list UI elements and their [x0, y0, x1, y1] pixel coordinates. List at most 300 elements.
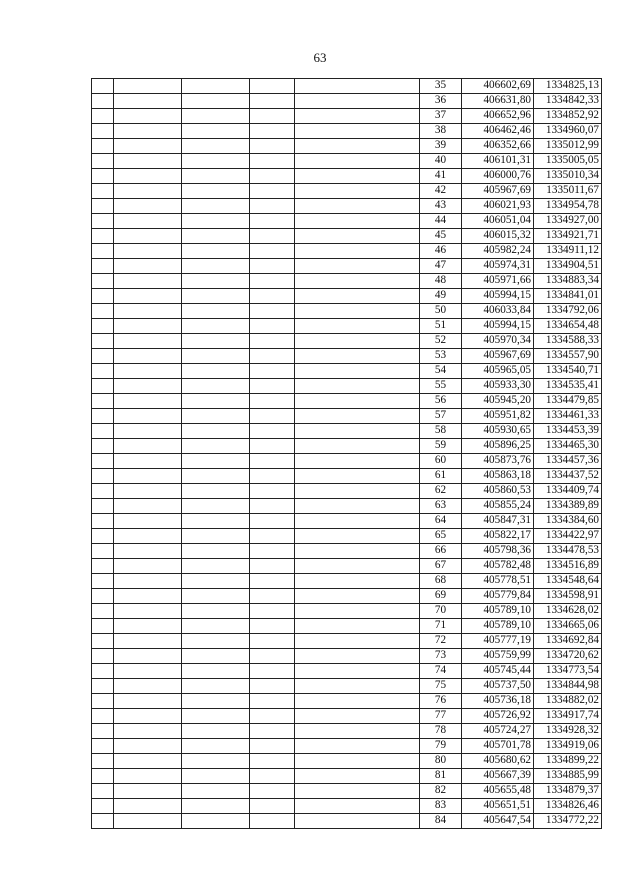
empty-cell: [92, 499, 114, 514]
empty-cell: [182, 184, 250, 199]
empty-cell: [114, 754, 182, 769]
page-number: 63: [313, 50, 327, 65]
empty-cell: [92, 394, 114, 409]
empty-cell: [250, 199, 295, 214]
x-coordinate-cell: 405965,05: [462, 364, 534, 379]
empty-cell: [92, 739, 114, 754]
empty-cell: [92, 679, 114, 694]
empty-cell: [250, 214, 295, 229]
empty-cell: [295, 634, 420, 649]
point-number-cell: 65: [420, 529, 462, 544]
empty-cell: [114, 634, 182, 649]
empty-cell: [295, 214, 420, 229]
point-number-cell: 55: [420, 379, 462, 394]
point-number-cell: 41: [420, 169, 462, 184]
table-row: [92, 484, 602, 499]
table-row: [92, 469, 602, 484]
empty-cell: [250, 469, 295, 484]
table-row: [92, 634, 602, 649]
table-row: [92, 604, 602, 619]
y-coordinate-cell: 1334548,64: [534, 574, 602, 589]
empty-cell: [295, 484, 420, 499]
empty-cell: [182, 514, 250, 529]
y-coordinate-cell: 1334883,34: [534, 274, 602, 289]
empty-cell: [182, 619, 250, 634]
empty-cell: [182, 169, 250, 184]
empty-cell: [182, 379, 250, 394]
empty-cell: [295, 199, 420, 214]
empty-cell: [250, 379, 295, 394]
y-coordinate-cell: 1334842,33: [534, 94, 602, 109]
y-coordinate-cell: 1334841,01: [534, 289, 602, 304]
point-number-cell: 36: [420, 94, 462, 109]
point-number-cell: 77: [420, 709, 462, 724]
empty-cell: [250, 409, 295, 424]
empty-cell: [92, 484, 114, 499]
table-row: [92, 724, 602, 739]
empty-cell: [114, 784, 182, 799]
point-number-cell: 46: [420, 244, 462, 259]
empty-cell: [114, 469, 182, 484]
empty-cell: [114, 199, 182, 214]
x-coordinate-cell: 405667,39: [462, 769, 534, 784]
empty-cell: [114, 94, 182, 109]
x-coordinate-cell: 405863,18: [462, 469, 534, 484]
empty-cell: [182, 214, 250, 229]
point-number-cell: 68: [420, 574, 462, 589]
table-body: [92, 79, 602, 829]
y-coordinate-cell: 1334540,71: [534, 364, 602, 379]
empty-cell: [182, 94, 250, 109]
table-row: [92, 424, 602, 439]
y-coordinate-cell: 1334465,30: [534, 439, 602, 454]
empty-cell: [182, 739, 250, 754]
y-coordinate-cell: 1334479,85: [534, 394, 602, 409]
point-number-cell: 71: [420, 619, 462, 634]
empty-cell: [114, 349, 182, 364]
empty-cell: [114, 589, 182, 604]
empty-cell: [114, 679, 182, 694]
empty-cell: [182, 199, 250, 214]
empty-cell: [92, 274, 114, 289]
empty-cell: [295, 739, 420, 754]
point-number-cell: 82: [420, 784, 462, 799]
empty-cell: [250, 424, 295, 439]
empty-cell: [182, 394, 250, 409]
empty-cell: [182, 454, 250, 469]
empty-cell: [295, 304, 420, 319]
table-row: [92, 814, 602, 829]
empty-cell: [182, 484, 250, 499]
empty-cell: [250, 649, 295, 664]
empty-cell: [182, 634, 250, 649]
table-row: [92, 559, 602, 574]
point-number-cell: 48: [420, 274, 462, 289]
y-coordinate-cell: 1334919,06: [534, 739, 602, 754]
table-row: [92, 664, 602, 679]
table-row: [92, 364, 602, 379]
empty-cell: [250, 724, 295, 739]
table-row: [92, 454, 602, 469]
y-coordinate-cell: 1334960,07: [534, 124, 602, 139]
empty-cell: [114, 799, 182, 814]
empty-cell: [114, 544, 182, 559]
empty-cell: [250, 769, 295, 784]
empty-cell: [250, 514, 295, 529]
empty-cell: [182, 439, 250, 454]
empty-cell: [182, 304, 250, 319]
point-number-cell: 61: [420, 469, 462, 484]
table-row: [92, 754, 602, 769]
y-coordinate-cell: 1334899,22: [534, 754, 602, 769]
point-number-cell: 37: [420, 109, 462, 124]
table-row: [92, 379, 602, 394]
point-number-cell: 80: [420, 754, 462, 769]
empty-cell: [92, 439, 114, 454]
empty-cell: [250, 454, 295, 469]
y-coordinate-cell: 1334825,13: [534, 79, 602, 94]
empty-cell: [114, 454, 182, 469]
empty-cell: [92, 514, 114, 529]
table-row: [92, 274, 602, 289]
empty-cell: [295, 379, 420, 394]
y-coordinate-cell: 1334904,51: [534, 259, 602, 274]
table-row: [92, 649, 602, 664]
empty-cell: [92, 649, 114, 664]
point-number-cell: 67: [420, 559, 462, 574]
point-number-cell: 83: [420, 799, 462, 814]
point-number-cell: 38: [420, 124, 462, 139]
point-number-cell: 70: [420, 604, 462, 619]
empty-cell: [250, 334, 295, 349]
table-row: [92, 694, 602, 709]
empty-cell: [92, 244, 114, 259]
point-number-cell: 84: [420, 814, 462, 829]
x-coordinate-cell: 405974,31: [462, 259, 534, 274]
empty-cell: [250, 664, 295, 679]
empty-cell: [114, 739, 182, 754]
empty-cell: [182, 559, 250, 574]
empty-cell: [295, 469, 420, 484]
empty-cell: [295, 124, 420, 139]
empty-cell: [250, 349, 295, 364]
empty-cell: [250, 529, 295, 544]
x-coordinate-cell: 405655,48: [462, 784, 534, 799]
empty-cell: [182, 799, 250, 814]
x-coordinate-cell: 405930,65: [462, 424, 534, 439]
x-coordinate-cell: 405896,25: [462, 439, 534, 454]
point-number-cell: 54: [420, 364, 462, 379]
table-row: [92, 289, 602, 304]
point-number-cell: 79: [420, 739, 462, 754]
point-number-cell: 49: [420, 289, 462, 304]
empty-cell: [250, 394, 295, 409]
y-coordinate-cell: 1334588,33: [534, 334, 602, 349]
empty-cell: [182, 259, 250, 274]
empty-cell: [295, 94, 420, 109]
empty-cell: [182, 319, 250, 334]
empty-cell: [92, 109, 114, 124]
empty-cell: [182, 469, 250, 484]
x-coordinate-cell: 405967,69: [462, 349, 534, 364]
x-coordinate-cell: 405873,76: [462, 454, 534, 469]
empty-cell: [295, 184, 420, 199]
empty-cell: [250, 364, 295, 379]
empty-cell: [114, 109, 182, 124]
empty-cell: [114, 229, 182, 244]
point-number-cell: 63: [420, 499, 462, 514]
empty-cell: [114, 394, 182, 409]
x-coordinate-cell: 406631,80: [462, 94, 534, 109]
y-coordinate-cell: 1334720,62: [534, 649, 602, 664]
table-row: [92, 589, 602, 604]
table-row: [92, 214, 602, 229]
empty-cell: [182, 544, 250, 559]
empty-cell: [295, 394, 420, 409]
table-row: [92, 499, 602, 514]
empty-cell: [250, 289, 295, 304]
x-coordinate-cell: 405680,62: [462, 754, 534, 769]
empty-cell: [92, 319, 114, 334]
y-coordinate-cell: 1334598,91: [534, 589, 602, 604]
table-row: [92, 79, 602, 94]
empty-cell: [182, 679, 250, 694]
empty-cell: [250, 814, 295, 829]
empty-cell: [295, 424, 420, 439]
empty-cell: [182, 244, 250, 259]
empty-cell: [114, 514, 182, 529]
empty-cell: [295, 544, 420, 559]
x-coordinate-cell: 405933,30: [462, 379, 534, 394]
empty-cell: [250, 559, 295, 574]
empty-cell: [182, 784, 250, 799]
y-coordinate-cell: 1334692,84: [534, 634, 602, 649]
x-coordinate-cell: 405970,34: [462, 334, 534, 349]
empty-cell: [250, 634, 295, 649]
x-coordinate-cell: 405759,99: [462, 649, 534, 664]
x-coordinate-cell: 405737,50: [462, 679, 534, 694]
empty-cell: [182, 274, 250, 289]
empty-cell: [92, 634, 114, 649]
empty-cell: [114, 334, 182, 349]
empty-cell: [114, 574, 182, 589]
empty-cell: [92, 364, 114, 379]
y-coordinate-cell: 1334773,54: [534, 664, 602, 679]
point-number-cell: 78: [420, 724, 462, 739]
empty-cell: [295, 349, 420, 364]
table-row: [92, 514, 602, 529]
empty-cell: [295, 79, 420, 94]
empty-cell: [295, 259, 420, 274]
empty-cell: [250, 184, 295, 199]
empty-cell: [295, 244, 420, 259]
point-number-cell: 75: [420, 679, 462, 694]
empty-cell: [250, 139, 295, 154]
empty-cell: [182, 709, 250, 724]
y-coordinate-cell: 1334882,02: [534, 694, 602, 709]
empty-cell: [250, 229, 295, 244]
empty-cell: [250, 799, 295, 814]
empty-cell: [295, 499, 420, 514]
y-coordinate-cell: 1335012,99: [534, 139, 602, 154]
x-coordinate-cell: 406602,69: [462, 79, 534, 94]
table-row: [92, 619, 602, 634]
empty-cell: [182, 604, 250, 619]
y-coordinate-cell: 1334826,46: [534, 799, 602, 814]
empty-cell: [182, 289, 250, 304]
table-row: [92, 439, 602, 454]
empty-cell: [250, 484, 295, 499]
x-coordinate-cell: 405782,48: [462, 559, 534, 574]
empty-cell: [114, 124, 182, 139]
x-coordinate-cell: 405971,66: [462, 274, 534, 289]
empty-cell: [92, 469, 114, 484]
empty-cell: [295, 559, 420, 574]
empty-cell: [92, 709, 114, 724]
empty-cell: [92, 304, 114, 319]
empty-cell: [295, 274, 420, 289]
table-row: [92, 139, 602, 154]
empty-cell: [114, 184, 182, 199]
table-row: [92, 349, 602, 364]
x-coordinate-cell: 405724,27: [462, 724, 534, 739]
empty-cell: [295, 604, 420, 619]
y-coordinate-cell: 1334478,53: [534, 544, 602, 559]
empty-cell: [250, 319, 295, 334]
table-row: [92, 169, 602, 184]
point-number-cell: 62: [420, 484, 462, 499]
empty-cell: [92, 214, 114, 229]
empty-cell: [295, 229, 420, 244]
x-coordinate-cell: 406051,04: [462, 214, 534, 229]
empty-cell: [92, 529, 114, 544]
empty-cell: [295, 784, 420, 799]
empty-cell: [295, 724, 420, 739]
empty-cell: [114, 499, 182, 514]
x-coordinate-cell: 405951,82: [462, 409, 534, 424]
empty-cell: [114, 409, 182, 424]
y-coordinate-cell: 1334844,98: [534, 679, 602, 694]
y-coordinate-cell: 1334879,37: [534, 784, 602, 799]
y-coordinate-cell: 1334535,41: [534, 379, 602, 394]
empty-cell: [114, 319, 182, 334]
empty-cell: [92, 379, 114, 394]
empty-cell: [295, 769, 420, 784]
x-coordinate-cell: 405994,15: [462, 289, 534, 304]
empty-cell: [92, 589, 114, 604]
x-coordinate-cell: 405967,69: [462, 184, 534, 199]
empty-cell: [114, 424, 182, 439]
empty-cell: [92, 604, 114, 619]
empty-cell: [114, 769, 182, 784]
empty-cell: [182, 154, 250, 169]
empty-cell: [250, 244, 295, 259]
table-row: [92, 544, 602, 559]
point-number-cell: 50: [420, 304, 462, 319]
y-coordinate-cell: 1334852,92: [534, 109, 602, 124]
empty-cell: [182, 424, 250, 439]
empty-cell: [114, 724, 182, 739]
empty-cell: [182, 409, 250, 424]
x-coordinate-cell: 405994,15: [462, 319, 534, 334]
x-coordinate-cell: 405745,44: [462, 664, 534, 679]
x-coordinate-cell: 406462,46: [462, 124, 534, 139]
table-row: [92, 244, 602, 259]
x-coordinate-cell: 405701,78: [462, 739, 534, 754]
empty-cell: [92, 454, 114, 469]
empty-cell: [92, 754, 114, 769]
table-row: [92, 679, 602, 694]
empty-cell: [295, 754, 420, 769]
table-row: [92, 409, 602, 424]
coordinates-table: [91, 78, 602, 829]
x-coordinate-cell: 405798,36: [462, 544, 534, 559]
empty-cell: [250, 94, 295, 109]
point-number-cell: 58: [420, 424, 462, 439]
point-number-cell: 39: [420, 139, 462, 154]
empty-cell: [182, 754, 250, 769]
empty-cell: [250, 304, 295, 319]
empty-cell: [92, 79, 114, 94]
x-coordinate-cell: 406021,93: [462, 199, 534, 214]
empty-cell: [250, 709, 295, 724]
empty-cell: [295, 289, 420, 304]
empty-cell: [182, 79, 250, 94]
y-coordinate-cell: 1334885,99: [534, 769, 602, 784]
empty-cell: [295, 154, 420, 169]
empty-cell: [92, 289, 114, 304]
empty-cell: [295, 664, 420, 679]
empty-cell: [92, 559, 114, 574]
y-coordinate-cell: 1334954,78: [534, 199, 602, 214]
empty-cell: [92, 619, 114, 634]
point-number-cell: 64: [420, 514, 462, 529]
empty-cell: [92, 229, 114, 244]
point-number-cell: 60: [420, 454, 462, 469]
x-coordinate-cell: 406000,76: [462, 169, 534, 184]
empty-cell: [295, 514, 420, 529]
empty-cell: [295, 694, 420, 709]
y-coordinate-cell: 1334792,06: [534, 304, 602, 319]
table-row: [92, 769, 602, 784]
y-coordinate-cell: 1334917,74: [534, 709, 602, 724]
x-coordinate-cell: 405651,51: [462, 799, 534, 814]
x-coordinate-cell: 406652,96: [462, 109, 534, 124]
empty-cell: [295, 409, 420, 424]
y-coordinate-cell: 1334409,74: [534, 484, 602, 499]
x-coordinate-cell: 405945,20: [462, 394, 534, 409]
point-number-cell: 57: [420, 409, 462, 424]
empty-cell: [182, 529, 250, 544]
y-coordinate-cell: 1334928,32: [534, 724, 602, 739]
empty-cell: [295, 109, 420, 124]
point-number-cell: 76: [420, 694, 462, 709]
empty-cell: [250, 754, 295, 769]
y-coordinate-cell: 1334927,00: [534, 214, 602, 229]
y-coordinate-cell: 1334628,02: [534, 604, 602, 619]
table-row: [92, 184, 602, 199]
x-coordinate-cell: 405736,18: [462, 694, 534, 709]
x-coordinate-cell: 406015,32: [462, 229, 534, 244]
empty-cell: [92, 799, 114, 814]
x-coordinate-cell: 406033,84: [462, 304, 534, 319]
table-row: [92, 709, 602, 724]
point-number-cell: 45: [420, 229, 462, 244]
empty-cell: [92, 769, 114, 784]
table-row: [92, 394, 602, 409]
empty-cell: [295, 454, 420, 469]
empty-cell: [114, 244, 182, 259]
